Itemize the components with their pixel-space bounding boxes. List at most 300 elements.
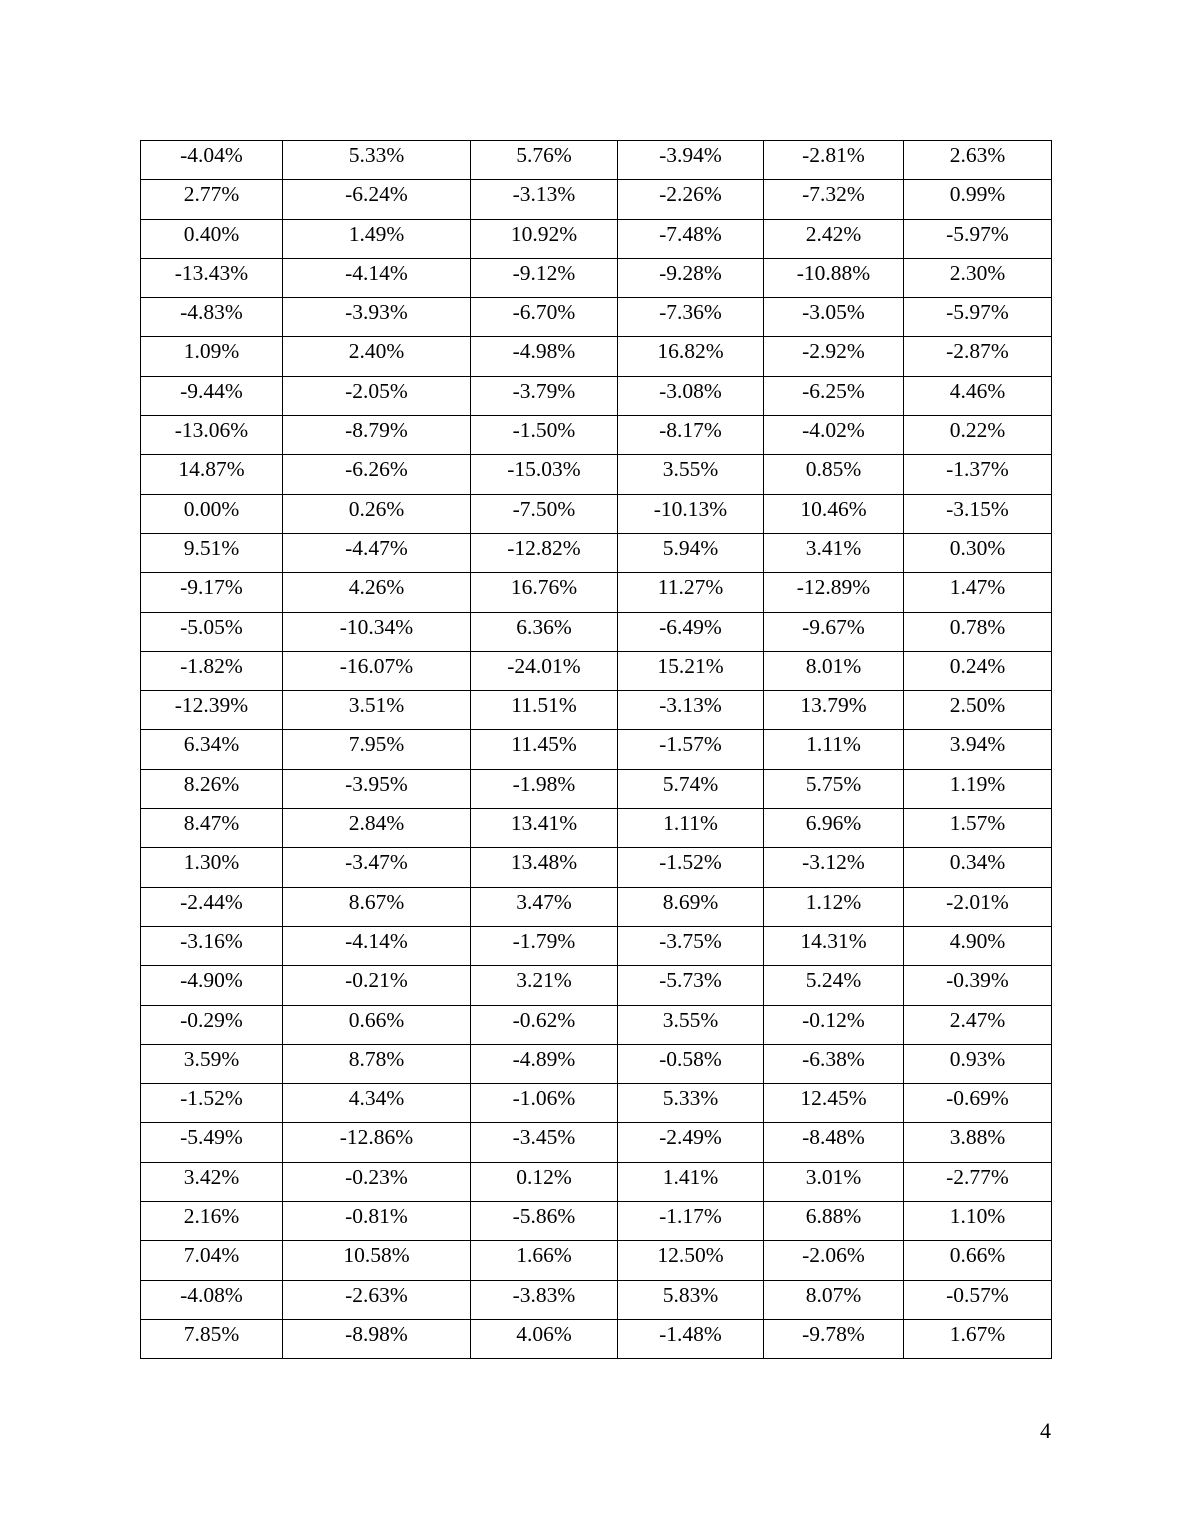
cell-value: -3.15% [946,496,1009,521]
table-row [141,651,1052,690]
cell-value: -3.16% [180,928,243,953]
table-cell [283,926,471,965]
cell-value: 7.95% [348,732,405,757]
cell-value: -2.44% [180,889,243,914]
table-row [141,141,1052,180]
table-cell [141,455,283,494]
cell-value: -4.90% [180,968,243,993]
cell-value: -3.94% [659,143,722,167]
table-row [141,1123,1052,1162]
cell-value: -2.05% [345,378,408,403]
cell-value: -10.34% [339,614,414,639]
table-cell [904,1084,1052,1123]
table-cell [283,1123,471,1162]
table-cell [283,1084,471,1123]
table-cell [471,1280,618,1319]
cell-value: 13.41% [510,811,578,836]
table-cell [283,141,471,180]
table-cell [904,887,1052,926]
table-row [141,219,1052,258]
cell-value: -4.47% [345,535,408,560]
table-row [141,809,1052,848]
table-cell [904,1241,1052,1280]
cell-value: 8.26% [183,771,240,796]
cell-value: 4.46% [949,378,1006,403]
table-cell [141,416,283,455]
table-cell [283,1280,471,1319]
table-row [141,258,1052,297]
table-cell [904,769,1052,808]
cell-value: -1.17% [659,1204,722,1229]
table-cell [764,1084,904,1123]
table-cell [904,494,1052,533]
table-row [141,298,1052,337]
table-row [141,494,1052,533]
table-cell [764,887,904,926]
cell-value: 0.30% [949,535,1006,560]
table-cell [283,1005,471,1044]
table-cell [618,573,764,612]
cell-value: -4.98% [512,339,576,364]
table-cell [471,533,618,572]
table-cell [618,809,764,848]
table-cell [618,848,764,887]
table-cell [764,1280,904,1319]
table-cell [764,494,904,533]
cell-value: 0.99% [949,182,1006,207]
cell-value: -3.05% [802,300,865,325]
table-cell [618,691,764,730]
cell-value: 2.16% [183,1204,240,1229]
cell-value: 0.66% [348,1007,405,1032]
table-cell [141,1241,283,1280]
table-cell [141,926,283,965]
cell-value: -5.05% [180,614,243,639]
cell-value: -0.57% [946,1282,1009,1307]
cell-value: -2.87% [946,339,1009,364]
cell-value: 0.24% [949,653,1006,678]
table-cell [764,926,904,965]
cell-value: 1.30% [183,850,240,875]
table-cell [618,258,764,297]
cell-value: -13.06% [174,418,249,443]
table-cell [471,612,618,651]
table-cell [283,533,471,572]
table-cell [904,180,1052,219]
cell-value: 0.78% [949,614,1006,639]
cell-value: -4.14% [345,260,408,285]
table-cell [618,416,764,455]
table-cell [618,926,764,965]
table-row [141,691,1052,730]
table-cell [904,219,1052,258]
cell-value: 12.50% [657,1243,724,1268]
table-row [141,1241,1052,1280]
table-cell [283,966,471,1005]
table-row [141,1084,1052,1123]
table-cell [283,730,471,769]
table-cell [904,1280,1052,1319]
table-cell [141,1162,283,1201]
cell-value: 5.94% [662,535,719,560]
table-cell [283,1319,471,1358]
table-cell [764,298,904,337]
table-row [141,848,1052,887]
cell-value: -7.48% [659,221,722,246]
table-cell [764,180,904,219]
table-cell [618,180,764,219]
table-body [141,141,1052,1359]
cell-value: 1.66% [516,1243,572,1268]
table-cell [471,1084,618,1123]
table-cell [471,1123,618,1162]
cell-value: 11.27% [657,575,724,600]
table-cell [141,141,283,180]
cell-value: -6.70% [512,300,576,325]
table-cell [764,376,904,415]
cell-value: 8.69% [662,889,719,914]
cell-value: 0.12% [516,1164,572,1189]
cell-value: -5.49% [180,1125,243,1150]
table-cell [141,848,283,887]
table-cell [764,1005,904,1044]
cell-value: -3.75% [659,928,722,953]
table-cell [471,809,618,848]
cell-value: -1.82% [180,653,243,678]
table-cell [283,455,471,494]
table-cell [764,533,904,572]
cell-value: -8.48% [802,1125,865,1150]
cell-value: -9.28% [659,260,722,285]
cell-value: -6.49% [659,614,722,639]
table-cell [618,1044,764,1083]
table-cell [618,769,764,808]
cell-value: 1.19% [949,771,1006,796]
table-cell [283,180,471,219]
cell-value: 1.10% [949,1204,1006,1229]
cell-value: 1.57% [949,811,1006,836]
table-cell [764,141,904,180]
cell-value: -10.13% [653,496,728,521]
table-cell [618,1280,764,1319]
cell-value: -3.13% [512,182,576,207]
cell-value: 11.45% [511,732,577,757]
table-cell [471,337,618,376]
cell-value: -3.79% [512,378,576,403]
cell-value: -3.47% [345,850,408,875]
table-cell [904,1005,1052,1044]
cell-value: -2.26% [659,182,722,207]
table-cell [141,730,283,769]
table-cell [904,376,1052,415]
table-row [141,612,1052,651]
cell-value: -3.08% [659,378,722,403]
cell-value: 8.07% [805,1282,862,1307]
table-cell [283,494,471,533]
table-cell [618,494,764,533]
table-cell [618,1241,764,1280]
cell-value: -12.82% [507,535,581,560]
table-row [141,926,1052,965]
cell-value: -0.39% [946,968,1009,993]
cell-value: -1.52% [659,850,722,875]
cell-value: 1.11% [663,811,718,836]
table-cell [764,258,904,297]
table-cell [141,533,283,572]
cell-value: -5.97% [946,221,1009,246]
cell-value: -6.38% [802,1046,865,1071]
cell-value: 1.49% [348,221,405,246]
cell-value: -0.81% [345,1204,408,1229]
table-cell [618,730,764,769]
table-cell [471,298,618,337]
cell-value: 4.90% [949,928,1006,953]
cell-value: -4.14% [345,928,408,953]
table-cell [141,376,283,415]
cell-value: 6.96% [805,811,862,836]
cell-value: -1.79% [512,928,576,953]
table-row [141,1044,1052,1083]
table-row [141,730,1052,769]
table-cell [283,1162,471,1201]
cell-value: 8.47% [183,811,240,836]
cell-value: -5.73% [659,968,722,993]
table-cell [618,1123,764,1162]
cell-value: -3.13% [659,693,722,718]
table-cell [904,1202,1052,1241]
cell-value: 3.94% [949,732,1006,757]
cell-value: 16.76% [510,575,578,600]
table-cell [618,651,764,690]
table-cell [904,612,1052,651]
table-cell [141,887,283,926]
cell-value: -1.37% [946,457,1009,482]
cell-value: -2.63% [345,1282,408,1307]
cell-value: -1.57% [659,732,722,757]
table-cell [141,769,283,808]
table-cell [618,219,764,258]
table-cell [283,887,471,926]
cell-value: 3.88% [949,1125,1006,1150]
cell-value: 9.51% [183,535,240,560]
cell-value: -9.67% [802,614,865,639]
table-cell [141,219,283,258]
table-cell [764,455,904,494]
table-cell [618,612,764,651]
table-cell [471,1241,618,1280]
table-cell [618,966,764,1005]
cell-value: 5.24% [805,968,862,993]
table-cell [904,1123,1052,1162]
cell-value: -9.17% [180,575,243,600]
table-cell [618,337,764,376]
cell-value: 0.26% [348,496,405,521]
table-cell [764,651,904,690]
cell-value: -1.06% [512,1086,576,1111]
cell-value: 1.67% [949,1321,1006,1346]
cell-value: -3.95% [345,771,408,796]
cell-value: 0.22% [949,418,1006,443]
cell-value: 16.82% [657,339,724,364]
cell-value: -4.89% [512,1046,576,1071]
cell-value: -2.92% [802,339,865,364]
cell-value: 2.50% [949,693,1006,718]
table-cell [904,1162,1052,1201]
cell-value: -8.79% [345,418,408,443]
cell-value: -4.83% [180,300,243,325]
table-cell [471,926,618,965]
table-cell [471,691,618,730]
cell-value: 10.46% [800,496,867,521]
table-cell [618,298,764,337]
cell-value: -12.89% [796,575,871,600]
table-cell [471,180,618,219]
table-row [141,180,1052,219]
table-cell [618,1319,764,1358]
table-cell [618,376,764,415]
table-row [141,1319,1052,1358]
cell-value: 2.40% [348,339,405,364]
cell-value: 3.59% [183,1046,240,1071]
table-cell [904,848,1052,887]
cell-value: -4.08% [180,1282,243,1307]
cell-value: -1.98% [512,771,576,796]
cell-value: 0.40% [183,221,240,246]
cell-value: -0.21% [345,968,408,993]
cell-value: -1.48% [659,1321,722,1346]
table-cell [618,887,764,926]
table-cell [904,809,1052,848]
table-cell [764,848,904,887]
cell-value: 1.09% [183,339,240,364]
table-row [141,337,1052,376]
cell-value: 6.36% [516,614,572,639]
table-cell [618,533,764,572]
cell-value: 2.77% [183,182,240,207]
cell-value: -0.69% [946,1086,1009,1111]
cell-value: 10.92% [510,221,578,246]
cell-value: -12.39% [174,693,249,718]
table-row [141,769,1052,808]
cell-value: 0.66% [949,1243,1006,1268]
cell-value: 8.67% [348,889,405,914]
table-cell [904,141,1052,180]
table-cell [283,651,471,690]
cell-value: -0.29% [180,1007,243,1032]
table-cell [471,455,618,494]
table-cell [141,1044,283,1083]
table-cell [141,494,283,533]
cell-value: 11.51% [511,693,577,718]
table-cell [764,1044,904,1083]
table-cell [141,573,283,612]
table-row [141,533,1052,572]
cell-value: -7.32% [802,182,865,207]
cell-value: 1.12% [805,889,862,914]
table-cell [141,1123,283,1162]
table-cell [904,337,1052,376]
table-cell [764,337,904,376]
table-cell [618,1202,764,1241]
table-row [141,573,1052,612]
table-cell [283,298,471,337]
cell-value: 1.47% [949,575,1006,600]
table-cell [764,1162,904,1201]
table-cell [764,966,904,1005]
cell-value: -4.04% [180,143,243,167]
cell-value: 15.21% [657,653,724,678]
cell-value: -8.98% [345,1321,408,1346]
table-cell [471,494,618,533]
table-cell [141,298,283,337]
page-number: 4 [1040,1418,1051,1443]
cell-value: -3.83% [512,1282,576,1307]
cell-value: 1.41% [662,1164,719,1189]
cell-value: -5.97% [946,300,1009,325]
cell-value: 2.47% [949,1007,1006,1032]
table-cell [283,573,471,612]
cell-value: -6.24% [345,182,408,207]
cell-value: -6.26% [345,457,408,482]
cell-value: 6.88% [805,1204,862,1229]
table-row [141,1005,1052,1044]
cell-value: -5.86% [512,1204,576,1229]
cell-value: 4.06% [516,1321,572,1346]
cell-value: -9.78% [802,1321,865,1346]
table-cell [471,416,618,455]
table-cell [764,1202,904,1241]
table-cell [904,966,1052,1005]
table-cell [283,219,471,258]
table-cell [283,1044,471,1083]
table-cell [764,691,904,730]
cell-value: -3.93% [345,300,408,325]
cell-value: -2.01% [946,889,1009,914]
table-cell [618,1005,764,1044]
table-cell [141,1202,283,1241]
cell-value: -2.77% [946,1164,1009,1189]
table-cell [904,416,1052,455]
cell-value: 3.47% [516,889,572,914]
table-cell [764,219,904,258]
table-cell [141,1005,283,1044]
table-cell [471,730,618,769]
table-cell [904,926,1052,965]
cell-value: 7.85% [183,1321,240,1346]
cell-value: 3.21% [516,968,572,993]
table-cell [904,298,1052,337]
cell-value: -1.52% [180,1086,243,1111]
table-cell [471,219,618,258]
cell-value: 14.87% [178,457,245,482]
table-cell [764,573,904,612]
cell-value: -9.12% [512,260,576,285]
cell-value: 8.78% [348,1046,405,1071]
cell-value: 5.76% [516,143,572,167]
cell-value: 7.04% [183,1243,240,1268]
returns-table [140,140,1052,1359]
table-cell [471,887,618,926]
table-cell [904,455,1052,494]
cell-value: 3.55% [662,457,719,482]
cell-value: 0.93% [949,1046,1006,1071]
cell-value: -9.44% [180,378,243,403]
cell-value: -15.03% [507,457,581,482]
cell-value: 3.01% [805,1164,862,1189]
cell-value: 5.75% [805,771,862,796]
table-cell [764,769,904,808]
cell-value: -3.45% [512,1125,576,1150]
